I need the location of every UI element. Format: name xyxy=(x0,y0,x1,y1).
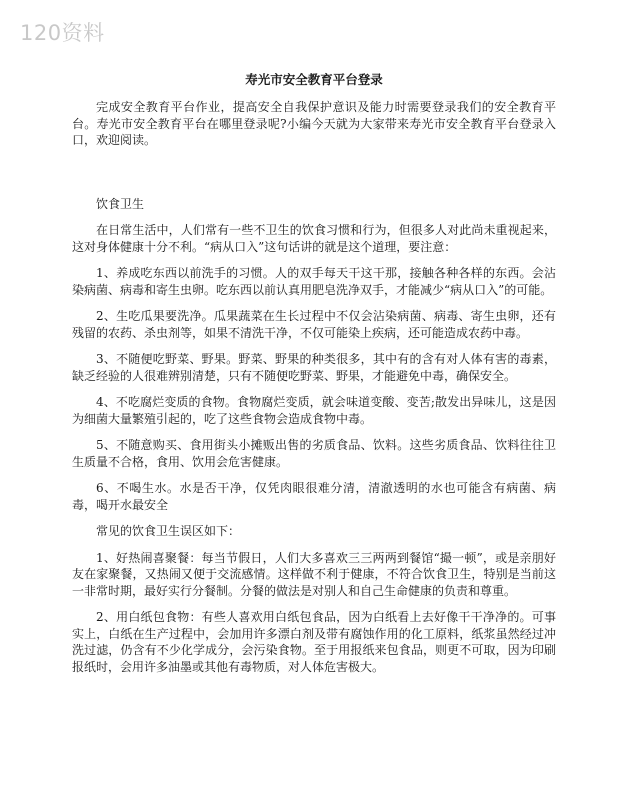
document-title: 寿光市安全教育平台登录 xyxy=(245,72,383,87)
section-heading: 饮食卫生 xyxy=(96,196,145,211)
body-paragraph: 2、用白纸包食物：有些人喜欢用白纸包食品，因为白纸看上去好像干干净净的。可事实上，白纸在生产过程中，会加用许多漂白剂及带有腐蚀作用的化工原料，纸浆虽然经过冲洗过滤，仍含有不少化学成分，会污染食物。至于用报纸来包食品，则更不可取，因为印刷报纸时，会用许多油墨或其他有毒物质，对人体危害极大。 xyxy=(72,610,556,674)
body-paragraph: 3、不随便吃野菜、野果。野菜、野果的种类很多，其中有的含有对人体有害的毒素，缺乏经验的人很难辨别清楚，只有不随便吃野菜、野果，才能避免中毒，确保安全。 xyxy=(72,352,556,383)
body-paragraph: 1、养成吃东西以前洗手的习惯。人的双手每天干这干那，接触各种各样的东西。会沾染病菌、病毒和寄生虫卵。吃东西以前认真用肥皂洗净双手，才能减少“病从口入”的可能。 xyxy=(72,266,556,297)
intro-paragraph: 完成安全教育平台作业，提高安全自我保护意识及能力时需要登录我们的安全教育平台。寿光市安全教育平台在哪里登录呢?小编今天就为大家带来寿光市安全教育平台登录入口，欢迎阅读。 xyxy=(72,100,556,147)
body-paragraph: 6、不喝生水。水是否干净，仅凭肉眼很难分清，清澈透明的水也可能含有病菌、病毒，喝开水最安全 xyxy=(72,481,556,512)
body-paragraph: 在日常生活中，人们常有一些不卫生的饮食习惯和行为，但很多人对此尚未重视起来，这对身体健康十分不利。“病从口入”这句话讲的就是这个道理，要注意： xyxy=(72,223,556,254)
subsection-heading: 常见的饮食卫生误区如下： xyxy=(96,524,241,538)
document-page xyxy=(72,72,556,675)
body-paragraph: 4、不吃腐烂变质的食物。食物腐烂变质，就会味道变酸、变苦;散发出异味儿，这是因为细菌大量繁殖引起的，吃了这些食物会造成食物中毒。 xyxy=(72,395,556,426)
body-paragraph: 2、生吃瓜果要洗净。瓜果蔬菜在生长过程中不仅会沾染病菌、病毒、寄生虫卵，还有残留的农药、杀虫剂等，如果不清洗干净，不仅可能染上疾病，还可能造成农药中毒。 xyxy=(72,309,556,340)
body-paragraph: 5、不随意购买、食用街头小摊贩出售的劣质食品、饮料。这些劣质食品、饮料往往卫生质量不合格，食用、饮用会危害健康。 xyxy=(72,438,556,469)
watermark-logo: 120资料 xyxy=(20,21,105,45)
body-paragraph: 1、好热闹喜聚餐：每当节假日，人们大多喜欢三三两两到餐馆“撮一顿”，或是亲朋好友在家聚餐，又热闹又便于交流感情。这样做不利于健康，不符合饮食卫生，特别是当前这一非常时期，最好实行分餐制。分餐的做法是对别人和自己生命健康的负责和尊重。 xyxy=(72,550,556,598)
